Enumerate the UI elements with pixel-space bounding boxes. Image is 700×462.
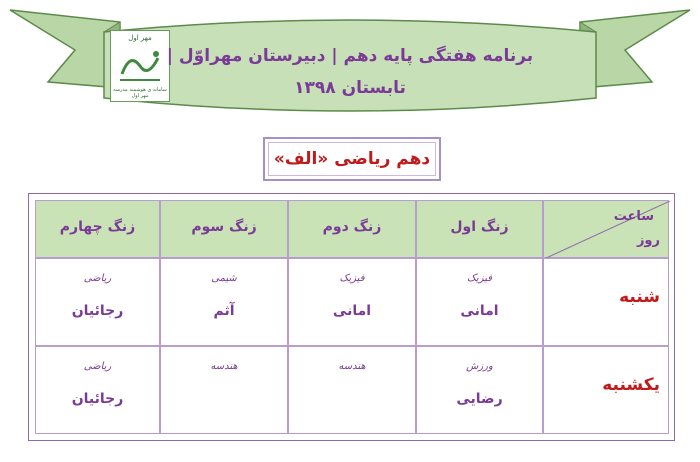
logo-foot-text: سامانه ی هوشمند مدرسه مهر اول [113,87,167,99]
header-bell-1 [416,200,543,258]
subject-label: ریاضی [83,361,112,372]
teacher-label: رجائیان [71,303,124,319]
teacher-label: رجائیان [71,391,124,407]
bell-label: زنگ اول [450,219,509,235]
class-title-box [263,137,441,181]
teacher-label: آثم [213,303,235,319]
teacher-label: امانی [460,303,499,319]
header-bell-4 [35,200,160,258]
subject-label: ریاضی [83,273,112,284]
bell-label: زنگ سوم [191,219,257,235]
bell-label: زنگ دوم [322,219,382,235]
class-title: دهم ریاضی «الف» [273,149,431,169]
day-label: شنبه [619,287,660,307]
row2-day [543,346,669,434]
subject-label: شیمی [211,273,237,284]
teacher-label: رضایی [456,391,503,407]
header-bell-2 [288,200,416,258]
header-corner [543,200,669,258]
row2-bell-3 [160,346,288,434]
corner-day-label: روز [636,233,660,248]
row1-bell-1 [416,258,543,346]
subject-label: فیزیک [466,273,493,284]
row2-bell-2 [288,346,416,434]
corner-hour-label: ساعت [613,209,654,224]
bell-label: زنگ چهارم [59,219,136,235]
subject-label: هندسه [210,361,238,372]
header-bell-3 [160,200,288,258]
row1-bell-4 [35,258,160,346]
logo-top-text: مهر اول [128,34,152,42]
subject-label: ورزش [466,361,493,372]
subject-label: فیزیک [339,273,365,284]
row1-bell-3 [160,258,288,346]
row2-bell-1 [416,346,543,434]
row1-day [543,258,669,346]
day-label: یکشنبه [602,375,660,395]
banner-title: برنامه هفتگی پایه دهم | دبیرستان مهراوّل | [166,46,534,66]
row2-bell-4 [35,346,160,434]
row1-bell-2 [288,258,416,346]
schedule-table [28,193,675,441]
banner-season: تابستان ۱۳۹۸ [294,78,406,98]
subject-label: هندسه [338,361,366,372]
banner-heading [160,40,540,104]
teacher-label: امانی [332,303,372,319]
